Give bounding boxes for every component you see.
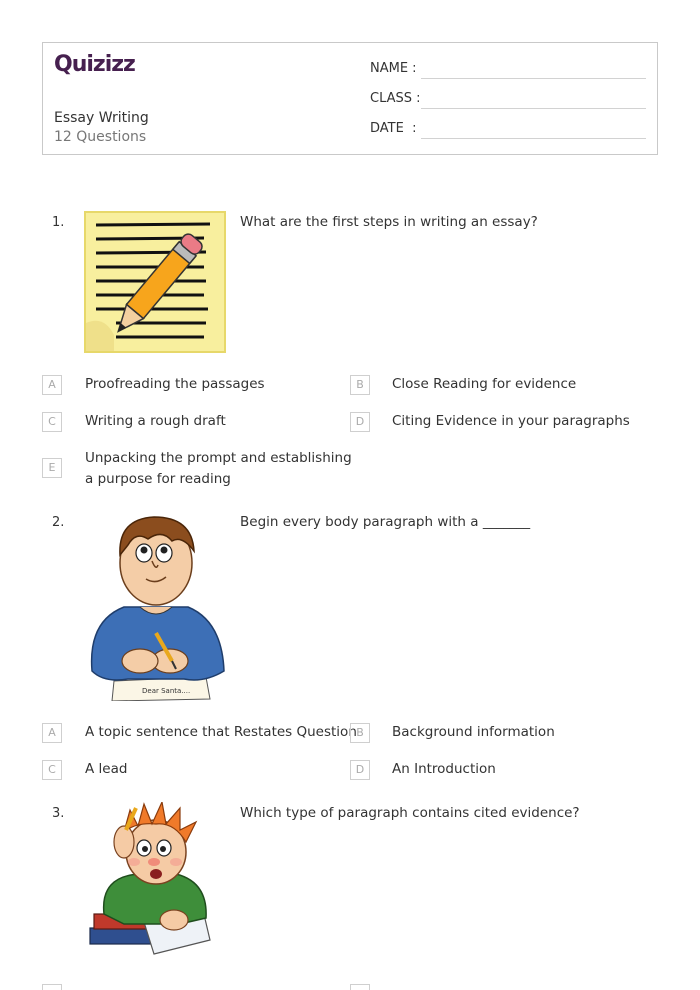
option-letter-box[interactable]: E [42,458,62,478]
worksheet-title: Essay Writing [54,110,149,126]
student-thinking-books-image [84,802,226,962]
option-letter-box[interactable] [350,984,370,990]
class-line [421,108,646,109]
name-label: NAME : [370,61,417,76]
option-letter-box[interactable]: D [350,760,370,780]
option-letter-box[interactable]: C [42,760,62,780]
question-count: 12 Questions [54,129,147,145]
question-text: Begin every body paragraph with a _______ [240,514,531,530]
svg-text:Dear Santa....: Dear Santa.... [142,687,191,695]
date-line [421,138,646,139]
question-number: 2. [52,515,65,530]
option-text: Writing a rough draft [85,413,226,429]
option-letter-box[interactable]: A [42,723,62,743]
worksheet-header [42,42,658,155]
option-text: Background information [392,724,555,740]
option-text: An Introduction [392,761,496,777]
boy-writing-image [84,511,226,701]
quizizz-logo: Quizizz [54,52,135,77]
question-text: What are the first steps in writing an essay? [240,214,538,230]
option-letter-box[interactable]: D [350,412,370,432]
option-text: A lead [85,761,128,777]
question-number: 3. [52,806,65,821]
class-label: CLASS : [370,91,421,106]
option-text: Close Reading for evidence [392,376,577,392]
name-line [421,78,646,79]
option-text: Citing Evidence in your paragraphs [392,413,630,429]
option-letter-box[interactable] [42,984,62,990]
notepad-pencil-image [84,211,226,353]
option-letter-box[interactable]: B [350,723,370,743]
option-text: Proofreading the passages [85,376,265,392]
option-letter-box[interactable]: C [42,412,62,432]
option-letter-box[interactable]: A [42,375,62,395]
question-number: 1. [52,215,65,230]
option-text: Unpacking the prompt and establishing a purpose for reading [85,450,352,487]
question-text: Which type of paragraph contains cited evidence? [240,805,580,821]
option-letter-box[interactable]: B [350,375,370,395]
date-label: DATE : [370,121,417,136]
option-text: A topic sentence that Restates Question [85,724,357,740]
